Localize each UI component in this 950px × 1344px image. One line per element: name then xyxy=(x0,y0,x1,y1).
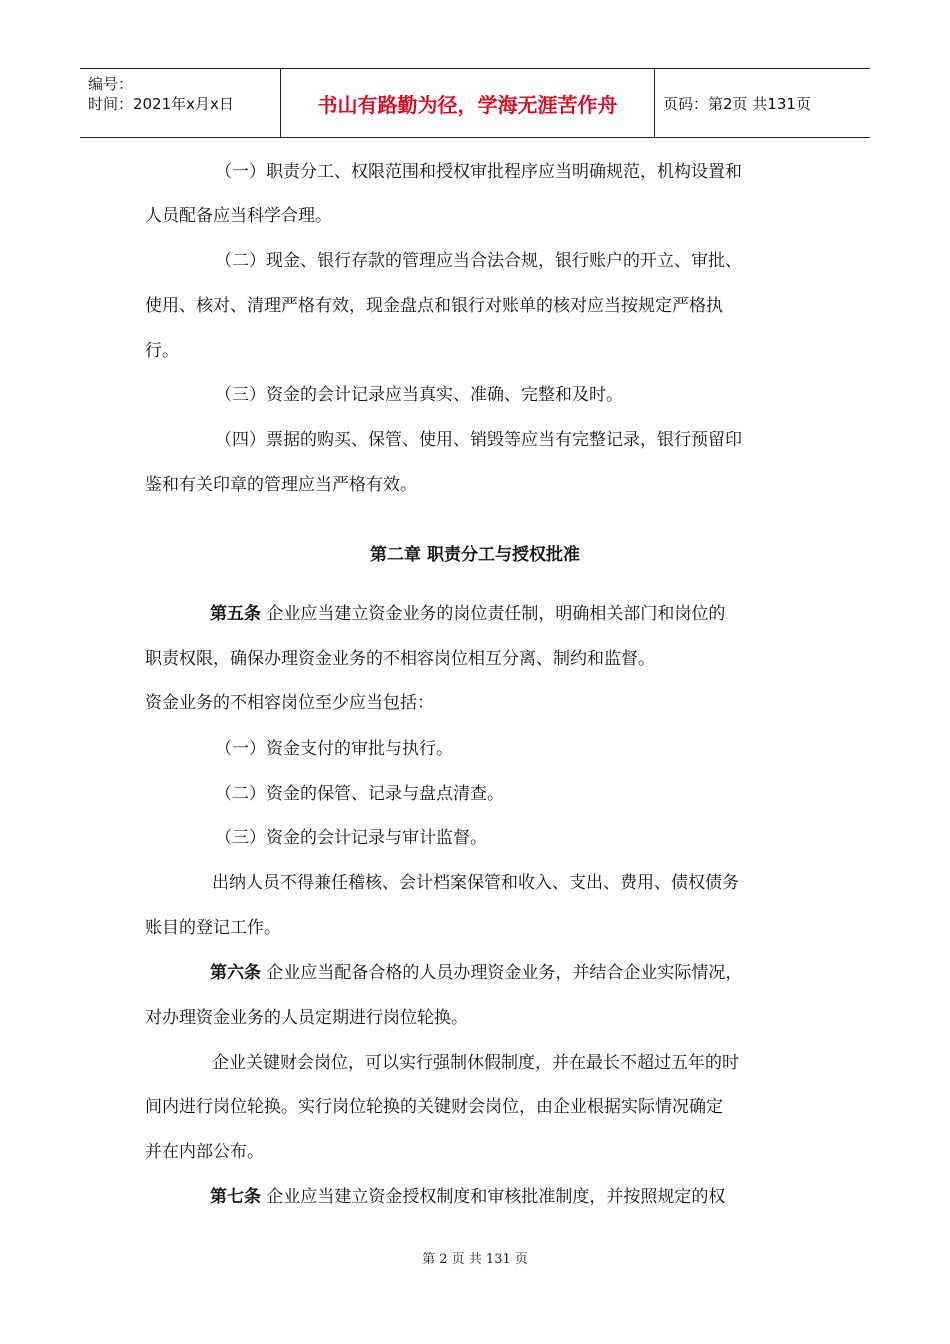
page-footer: 第 2 页 共 131 页 xyxy=(422,1252,528,1267)
article-6-line xyxy=(210,963,742,983)
list-item: （一）资金支付的审批与执行。 xyxy=(215,739,453,759)
paragraph-line: 职责权限，确保办理资金业务的不相容岗位相互分离、制约和监督。 xyxy=(145,649,655,669)
paragraph-line: 对办理资金业务的人员定期进行岗位轮换。 xyxy=(145,1008,468,1028)
chapter-title: 第二章 职责分工与授权批准 xyxy=(370,545,580,565)
paragraph-line: 资金业务的不相容岗位至少应当包括： xyxy=(145,693,434,713)
paragraph-line: （四）票据的购买、保管、使用、销毁等应当有完整记录，银行预留印 xyxy=(215,430,742,450)
article-label: 第五条 xyxy=(210,604,261,624)
article-label: 第七条 xyxy=(210,1187,261,1207)
article-text: 企业应当配备合格的人员办理资金业务，并结合企业实际情况， xyxy=(261,963,743,983)
paragraph-line: 并在内部公布。 xyxy=(145,1142,264,1162)
paragraph-line: 行。 xyxy=(145,341,179,361)
article-7-line xyxy=(210,1187,725,1207)
article-5-line xyxy=(210,604,725,624)
paragraph-line: 使用、核对、清理严格有效，现金盘点和银行对账单的核对应当按规定严格执 xyxy=(145,296,723,316)
article-text: 企业应当建立资金授权制度和审核批准制度，并按照规定的权 xyxy=(261,1187,726,1207)
list-item: （二）资金的保管、记录与盘点清查。 xyxy=(215,784,504,804)
paragraph-line: 人员配备应当科学合理。 xyxy=(145,206,332,226)
header-page-info: 页码：第2页 共131页 xyxy=(663,94,811,113)
header-table xyxy=(80,68,870,138)
paragraph-line: （一）职责分工、权限范围和授权审批程序应当明确规范，机构设置和 xyxy=(215,162,742,182)
paragraph-line: 间内进行岗位轮换。实行岗位轮换的关键财会岗位，由企业根据实际情况确定 xyxy=(145,1097,723,1117)
header-motto: 书山有路勤为径，学海无涯苦作舟 xyxy=(281,69,655,137)
paragraph-line: 鉴和有关印章的管理应当严格有效。 xyxy=(145,475,417,495)
article-text: 企业应当建立资金业务的岗位责任制，明确相关部门和岗位的 xyxy=(261,604,726,624)
paragraph-line: （二）现金、银行存款的管理应当合法合规，银行账户的开立、审批、 xyxy=(215,251,742,271)
date-label: 时间：2021年x月x日 xyxy=(88,95,234,113)
list-item: （三）资金的会计记录与审计监督。 xyxy=(215,828,487,848)
paragraph-line: 账目的登记工作。 xyxy=(145,918,281,938)
paragraph-line: 企业关键财会岗位，可以实行强制休假制度，并在最长不超过五年的时 xyxy=(212,1053,739,1073)
paragraph-line: （三）资金的会计记录应当真实、准确、完整和及时。 xyxy=(215,385,623,405)
article-label: 第六条 xyxy=(210,963,261,983)
number-label: 编号： xyxy=(88,75,134,93)
paragraph-line: 出纳人员不得兼任稽核、会计档案保管和收入、支出、费用、债权债务 xyxy=(212,873,739,893)
header-meta-cell xyxy=(80,69,281,137)
